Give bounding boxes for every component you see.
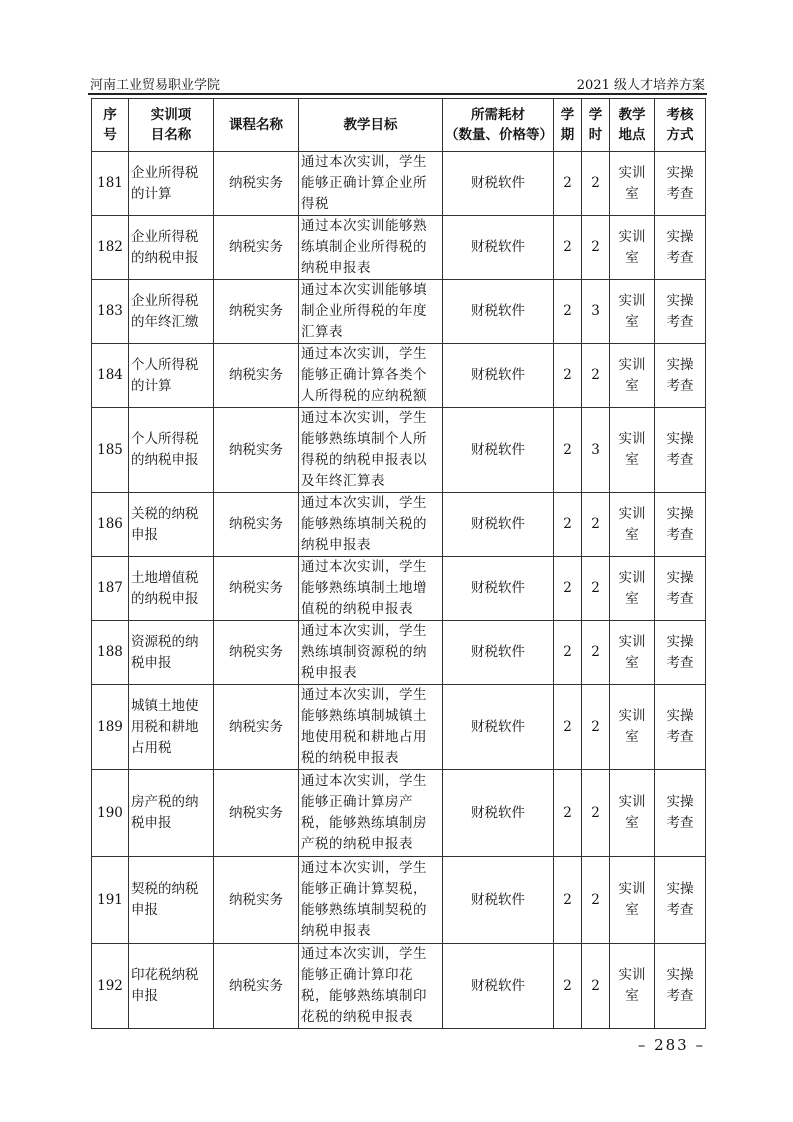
row-number-cell: 182	[92, 216, 129, 280]
term-cell: 2	[554, 557, 582, 621]
item-name-cell: 土地增值税的纳税申报	[129, 557, 214, 621]
plan-title: 2021 级人才培养方案	[576, 78, 705, 93]
materials-cell: 财税软件	[443, 280, 554, 344]
materials-cell: 财税软件	[443, 216, 554, 280]
hours-cell: 3	[582, 280, 610, 344]
table-row	[92, 493, 706, 557]
materials-cell: 财税软件	[443, 621, 554, 685]
materials-cell: 财税软件	[443, 685, 554, 770]
teaching-goal-cell: 通过本次实训，学生能够正确计算印花税，能够熟练填制印花税的纳税申报表	[299, 944, 443, 1029]
table-row	[92, 152, 706, 216]
item-name-cell: 关税的纳税申报	[129, 493, 214, 557]
hours-cell: 2	[582, 152, 610, 216]
hours-cell: 2	[582, 344, 610, 408]
col-header-place: 教学 地点	[610, 99, 655, 152]
teaching-goal-cell: 通过本次实训，学生能够熟练填制关税的纳税申报表	[299, 493, 443, 557]
location-cell: 实训室	[610, 216, 655, 280]
location-cell: 实训室	[610, 621, 655, 685]
term-cell: 2	[554, 493, 582, 557]
assessment-cell: 实操 考查	[655, 621, 706, 685]
row-number-cell: 192	[92, 944, 129, 1029]
assessment-cell: 实操 考查	[655, 216, 706, 280]
row-number-cell: 183	[92, 280, 129, 344]
location-cell: 实训室	[610, 557, 655, 621]
table-row	[92, 685, 706, 770]
assessment-cell: 实操 考查	[655, 280, 706, 344]
materials-cell: 财税软件	[443, 344, 554, 408]
hours-cell: 2	[582, 857, 610, 944]
assessment-cell: 实操 考查	[655, 770, 706, 857]
item-name-cell: 契税的纳税申报	[129, 857, 214, 944]
term-cell: 2	[554, 621, 582, 685]
term-cell: 2	[554, 280, 582, 344]
assessment-cell: 实操 考查	[655, 944, 706, 1029]
hours-cell: 3	[582, 408, 610, 493]
course-name-cell: 纳税实务	[214, 408, 299, 493]
item-name-cell: 个人所得税的计算	[129, 344, 214, 408]
location-cell: 实训室	[610, 857, 655, 944]
assessment-cell: 实操 考查	[655, 408, 706, 493]
location-cell: 实训室	[610, 408, 655, 493]
table-row	[92, 857, 706, 944]
table-row	[92, 344, 706, 408]
item-name-cell: 印花税纳税申报	[129, 944, 214, 1029]
assessment-cell: 实操 考查	[655, 685, 706, 770]
course-name-cell: 纳税实务	[214, 493, 299, 557]
teaching-goal-cell: 通过本次实训能够填制企业所得税的年度汇算表	[299, 280, 443, 344]
item-name-cell: 个人所得税的纳税申报	[129, 408, 214, 493]
course-name-cell: 纳税实务	[214, 152, 299, 216]
teaching-goal-cell: 通过本次实训，学生能够正确计算契税，能够熟练填制契税的纳税申报表	[299, 857, 443, 944]
assessment-cell: 实操 考查	[655, 857, 706, 944]
row-number-cell: 189	[92, 685, 129, 770]
term-cell: 2	[554, 944, 582, 1029]
hours-cell: 2	[582, 557, 610, 621]
row-number-cell: 188	[92, 621, 129, 685]
table-row	[92, 280, 706, 344]
row-number-cell: 186	[92, 493, 129, 557]
row-number-cell: 184	[92, 344, 129, 408]
term-cell: 2	[554, 344, 582, 408]
teaching-goal-cell: 通过本次实训，学生能够熟练填制土地增值税的纳税申报表	[299, 557, 443, 621]
table-row	[92, 408, 706, 493]
row-number-cell: 185	[92, 408, 129, 493]
location-cell: 实训室	[610, 944, 655, 1029]
term-cell: 2	[554, 857, 582, 944]
col-header-no: 序 号	[92, 99, 129, 152]
item-name-cell: 资源税的纳税申报	[129, 621, 214, 685]
table-row	[92, 944, 706, 1029]
term-cell: 2	[554, 152, 582, 216]
row-number-cell: 181	[92, 152, 129, 216]
term-cell: 2	[554, 770, 582, 857]
page-header	[90, 74, 705, 92]
col-header-material: 所需耗材 （数量、价格等）	[443, 99, 554, 152]
course-name-cell: 纳税实务	[214, 621, 299, 685]
term-cell: 2	[554, 685, 582, 770]
location-cell: 实训室	[610, 280, 655, 344]
item-name-cell: 城镇土地使用税和耕地占用税	[129, 685, 214, 770]
course-name-cell: 纳税实务	[214, 770, 299, 857]
teaching-goal-cell: 通过本次实训能够熟练填制企业所得税的纳税申报表	[299, 216, 443, 280]
page-number: – 283 –	[637, 1036, 705, 1054]
teaching-goal-cell: 通过本次实训，学生能够正确计算企业所得税	[299, 152, 443, 216]
training-table	[91, 98, 706, 1029]
materials-cell: 财税软件	[443, 152, 554, 216]
hours-cell: 2	[582, 493, 610, 557]
table-row	[92, 770, 706, 857]
location-cell: 实训室	[610, 493, 655, 557]
materials-cell: 财税软件	[443, 493, 554, 557]
col-header-goal: 教学目标	[299, 99, 443, 152]
table-row	[92, 621, 706, 685]
col-header-course: 课程名称	[214, 99, 299, 152]
assessment-cell: 实操 考查	[655, 152, 706, 216]
col-header-item: 实训项 目名称	[129, 99, 214, 152]
assessment-cell: 实操 考查	[655, 344, 706, 408]
term-cell: 2	[554, 216, 582, 280]
teaching-goal-cell: 通过本次实训，学生能够熟练填制个人所得税的纳税申报表以及年终汇算表	[299, 408, 443, 493]
term-cell: 2	[554, 408, 582, 493]
table-row	[92, 216, 706, 280]
course-name-cell: 纳税实务	[214, 857, 299, 944]
header-rule	[88, 93, 707, 95]
course-name-cell: 纳税实务	[214, 280, 299, 344]
teaching-goal-cell: 通过本次实训，学生能够正确计算各类个人所得税的应纳税额	[299, 344, 443, 408]
course-name-cell: 纳税实务	[214, 557, 299, 621]
materials-cell: 财税软件	[443, 770, 554, 857]
item-name-cell: 企业所得税的纳税申报	[129, 216, 214, 280]
col-header-hours: 学 时	[582, 99, 610, 152]
table-row	[92, 557, 706, 621]
location-cell: 实训室	[610, 344, 655, 408]
teaching-goal-cell: 通过本次实训，学生熟练填制资源税的纳税申报表	[299, 621, 443, 685]
hours-cell: 2	[582, 770, 610, 857]
hours-cell: 2	[582, 216, 610, 280]
item-name-cell: 企业所得税的计算	[129, 152, 214, 216]
col-header-term: 学 期	[554, 99, 582, 152]
hours-cell: 2	[582, 621, 610, 685]
course-name-cell: 纳税实务	[214, 944, 299, 1029]
item-name-cell: 企业所得税的年终汇缴	[129, 280, 214, 344]
row-number-cell: 191	[92, 857, 129, 944]
course-name-cell: 纳税实务	[214, 685, 299, 770]
hours-cell: 2	[582, 944, 610, 1029]
hours-cell: 2	[582, 685, 610, 770]
assessment-cell: 实操 考查	[655, 493, 706, 557]
item-name-cell: 房产税的纳税申报	[129, 770, 214, 857]
materials-cell: 财税软件	[443, 944, 554, 1029]
course-name-cell: 纳税实务	[214, 344, 299, 408]
col-header-assess: 考核 方式	[655, 99, 706, 152]
row-number-cell: 187	[92, 557, 129, 621]
school-name: 河南工业贸易职业学院	[90, 78, 221, 93]
row-number-cell: 190	[92, 770, 129, 857]
teaching-goal-cell: 通过本次实训，学生能够正确计算房产税，能够熟练填制房产税的纳税申报表	[299, 770, 443, 857]
teaching-goal-cell: 通过本次实训，学生能够熟练填制城镇土地使用税和耕地占用税的纳税申报表	[299, 685, 443, 770]
location-cell: 实训室	[610, 685, 655, 770]
materials-cell: 财税软件	[443, 408, 554, 493]
header-row	[92, 99, 706, 152]
materials-cell: 财税软件	[443, 557, 554, 621]
assessment-cell: 实操 考查	[655, 557, 706, 621]
course-name-cell: 纳税实务	[214, 216, 299, 280]
location-cell: 实训室	[610, 770, 655, 857]
location-cell: 实训室	[610, 152, 655, 216]
materials-cell: 财税软件	[443, 857, 554, 944]
